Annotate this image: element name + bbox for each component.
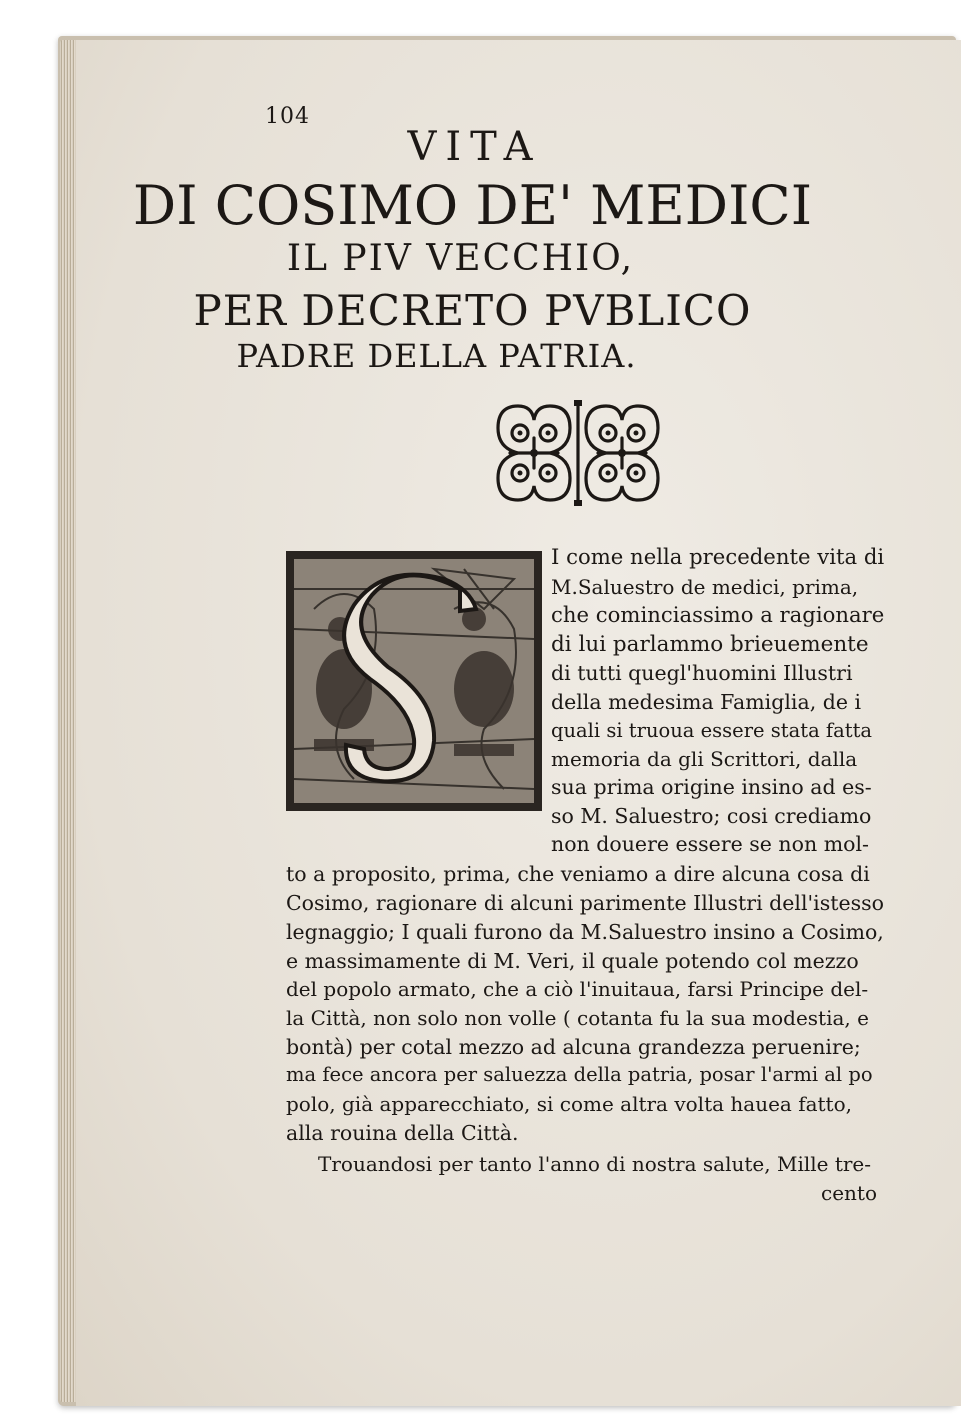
body-line-12: to a proposito, prima, che veniamo a dire alcuna cosa di: [286, 862, 870, 886]
title-line-3: IL PIV VECCHIO,: [286, 238, 635, 279]
catchword: cento: [821, 1181, 877, 1205]
page-number: 104: [265, 104, 310, 129]
title-line-1: VITA: [407, 124, 542, 170]
body-line-18: bontà) per cotal mezzo ad alcuna grandezza peruenire;: [286, 1035, 861, 1059]
body-line-19: ma fece ancora per saluezza della patria, posar l'armi al po: [286, 1063, 873, 1086]
title-line-4: PER DECRETO PVBLICO: [193, 286, 752, 335]
body-line-1: I come nella precedente vita di: [551, 545, 885, 570]
body-line-21: alla rouina della Città.: [286, 1121, 519, 1145]
body-line-11: non douere essere se non mol-: [551, 832, 869, 856]
woodcut-headpiece-ornament: [492, 398, 664, 508]
body-line-22: Trouandosi per tanto l'anno di nostra salute, Mille tre-: [318, 1152, 872, 1176]
woodcut-initial-S: [284, 549, 544, 813]
body-line-20: polo, già apparecchiato, si come altra volta hauea fatto,: [286, 1092, 852, 1116]
body-line-17: la Città, non solo non volle ( cotanta fu la sua modestia, e: [286, 1006, 869, 1030]
body-line-4: di lui parlammo brieuemente: [551, 632, 869, 657]
body-line-15: e massimamente di M. Veri, il quale potendo col mezzo: [286, 949, 859, 973]
title-line-2: DI COSIMO DE' MEDICI: [132, 174, 813, 237]
body-line-5: di tutti quegl'huomini Illustri: [551, 661, 853, 685]
body-line-8: memoria da gli Scrittori, dalla: [551, 747, 858, 771]
body-line-2: M.Saluestro de medici, prima,: [551, 575, 859, 599]
body-line-9: sua prima origine insino ad es-: [551, 775, 872, 799]
body-line-7: quali si truoua essere stata fatta: [551, 719, 873, 742]
body-line-14: legnaggio; I quali furono da M.Saluestro insino a Cosimo,: [286, 920, 884, 944]
body-line-13: Cosimo, ragionare di alcuni parimente Illustri dell'istesso: [286, 891, 885, 915]
body-line-3: che cominciassimo a ragionare: [551, 603, 885, 628]
body-line-10: so M. Saluestro; cosi crediamo: [551, 804, 872, 828]
body-line-16: del popolo armato, che a ciò l'inuitaua, farsi Principe del-: [286, 977, 869, 1001]
body-line-6: della medesima Famiglia, de i: [551, 690, 862, 714]
title-line-5: PADRE DELLA PATRIA.: [236, 337, 637, 375]
